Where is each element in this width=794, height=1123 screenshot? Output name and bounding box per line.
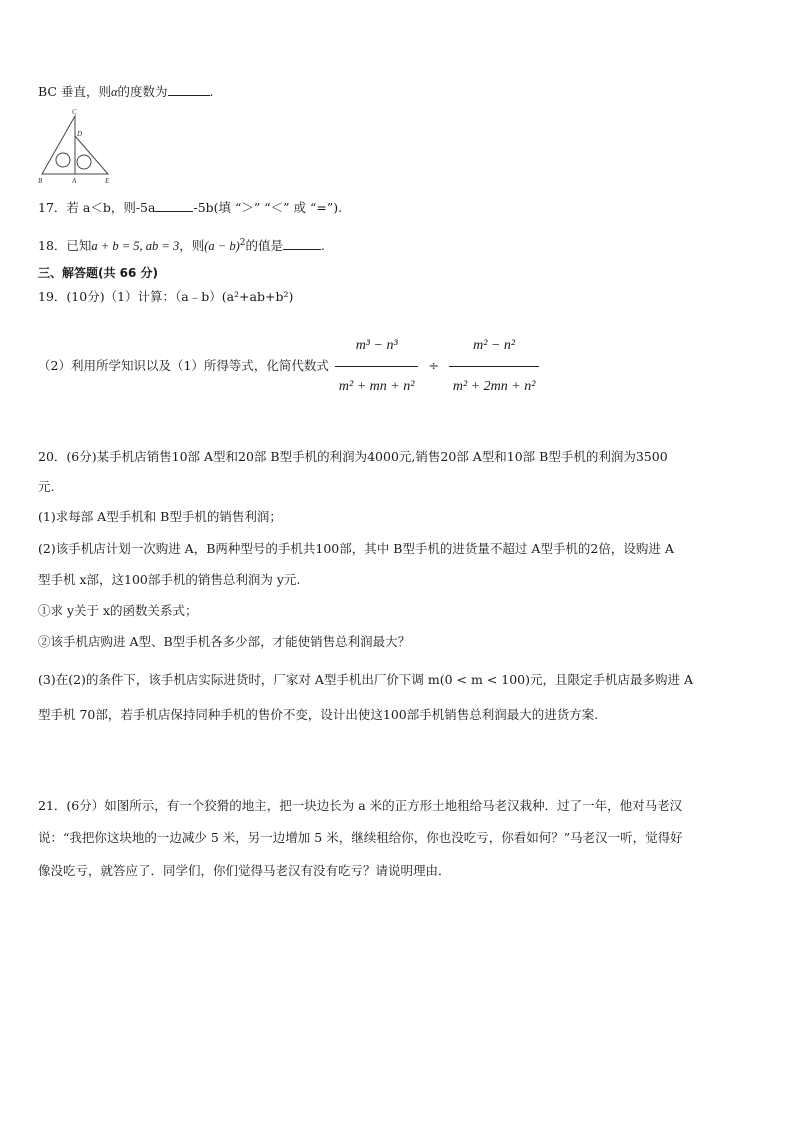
label-D: D — [77, 130, 83, 138]
divide-sign: ÷ — [428, 358, 439, 373]
circle-left — [56, 153, 70, 167]
q20-line9: 型手机 70部，若手机店保持同种手机的售价不变，设计出使这100部手机销售总利润最大的进货方案. — [38, 707, 599, 722]
fraction-2 — [449, 328, 540, 405]
fraction-2-numerator: m² − n² — [473, 338, 516, 353]
label-A: A — [72, 177, 77, 185]
q18-end: . — [321, 238, 325, 254]
q17-suffix: -5b(填 “＞” “＜” 或 “=”). — [193, 200, 343, 215]
q18-given: a + b = 5, ab = 3 — [91, 239, 180, 254]
q21-line1: 21．(6分）如图所示，有一个狡猾的地主，把一块边长为 a 米的正方形土地租给马老汉栽种．过了一年，他对马老汉 — [38, 798, 683, 813]
circle-right — [77, 155, 91, 169]
q20-line1: 20．(6分)某手机店销售10部 A型和20部 B型手机的利润为4000元,销售20部 A型和10部 B型手机的利润为3500 — [38, 449, 668, 464]
label-E: E — [105, 177, 110, 185]
q20-line5: 型手机 x部，这100部手机的销售总利润为 y元. — [38, 572, 301, 587]
q16-line — [38, 82, 214, 101]
label-B: B — [38, 177, 43, 185]
q20-line6: ①求 y关于 x的函数关系式； — [38, 603, 198, 618]
q20-line7: ②该手机店购进 A型、B型手机各多少部，才能使销售总利润最大？ — [38, 634, 411, 649]
q18-suffix: 的值是 — [245, 238, 283, 254]
answer-blank-18[interactable] — [283, 236, 321, 250]
q17-prefix: 17．若 a＜b，则-5a — [38, 200, 156, 215]
answer-blank-17[interactable] — [155, 198, 193, 212]
fraction-1 — [335, 328, 419, 405]
q20-line4: (2)该手机店计划一次购进 A，B两种型号的手机共100部，其中 B型手机的进货量不超过 A型手机的2倍，设购进 A — [38, 541, 674, 556]
alpha-symbol: α — [110, 85, 118, 99]
q21-line3: 像没吃亏，就答应了．同学们，你们觉得马老汉有没有吃亏？请说明理由． — [38, 863, 451, 878]
q18-prefix: 18．已知 — [38, 238, 92, 254]
fraction-1-denominator: m² + mn + n² — [335, 366, 419, 405]
q20-line8: (3)在(2)的条件下，该手机店实际进货时，厂家对 A型手机出厂价下调 m(0 < m < 100)元，且限定手机店最多购进 A — [38, 672, 694, 687]
triangle-figure — [36, 106, 120, 186]
question-17 — [38, 198, 342, 217]
q20-line3: (1)求每部 A型手机和 B型手机的销售利润； — [38, 509, 282, 524]
q20-line2: 元. — [38, 479, 55, 494]
q19-line2 — [38, 328, 541, 405]
section-title: 三、解答题(共 66 分) — [38, 266, 159, 280]
q16-end: . — [209, 84, 214, 99]
q18-middle: ，则 — [179, 238, 205, 254]
q19-line1: 19．(10分)（1）计算：（a﹣b）(a²+ab+b²) — [38, 289, 294, 304]
q19-text: （2）利用所学知识以及（1）所得等式，化简代数式 — [38, 358, 329, 373]
fraction-2-denominator: m² + 2mn + n² — [449, 366, 540, 405]
q18-sup: 2 — [239, 238, 246, 248]
question-18 — [38, 234, 325, 255]
fraction-1-numerator: m³ − n³ — [355, 338, 398, 353]
q18-expr: (a − b) — [204, 239, 240, 254]
q16-text-after: 的度数为 — [117, 84, 168, 99]
q21-line2: 说：“我把你这块地的一边减少 5 米，另一边增加 5 米，继续租给你，你也没吃亏，你看如何？”马老汉一听，觉得好 — [38, 830, 683, 845]
label-C: C — [72, 108, 77, 116]
q16-text: BC 垂直，则 — [38, 84, 111, 99]
answer-blank-16[interactable] — [168, 82, 210, 96]
